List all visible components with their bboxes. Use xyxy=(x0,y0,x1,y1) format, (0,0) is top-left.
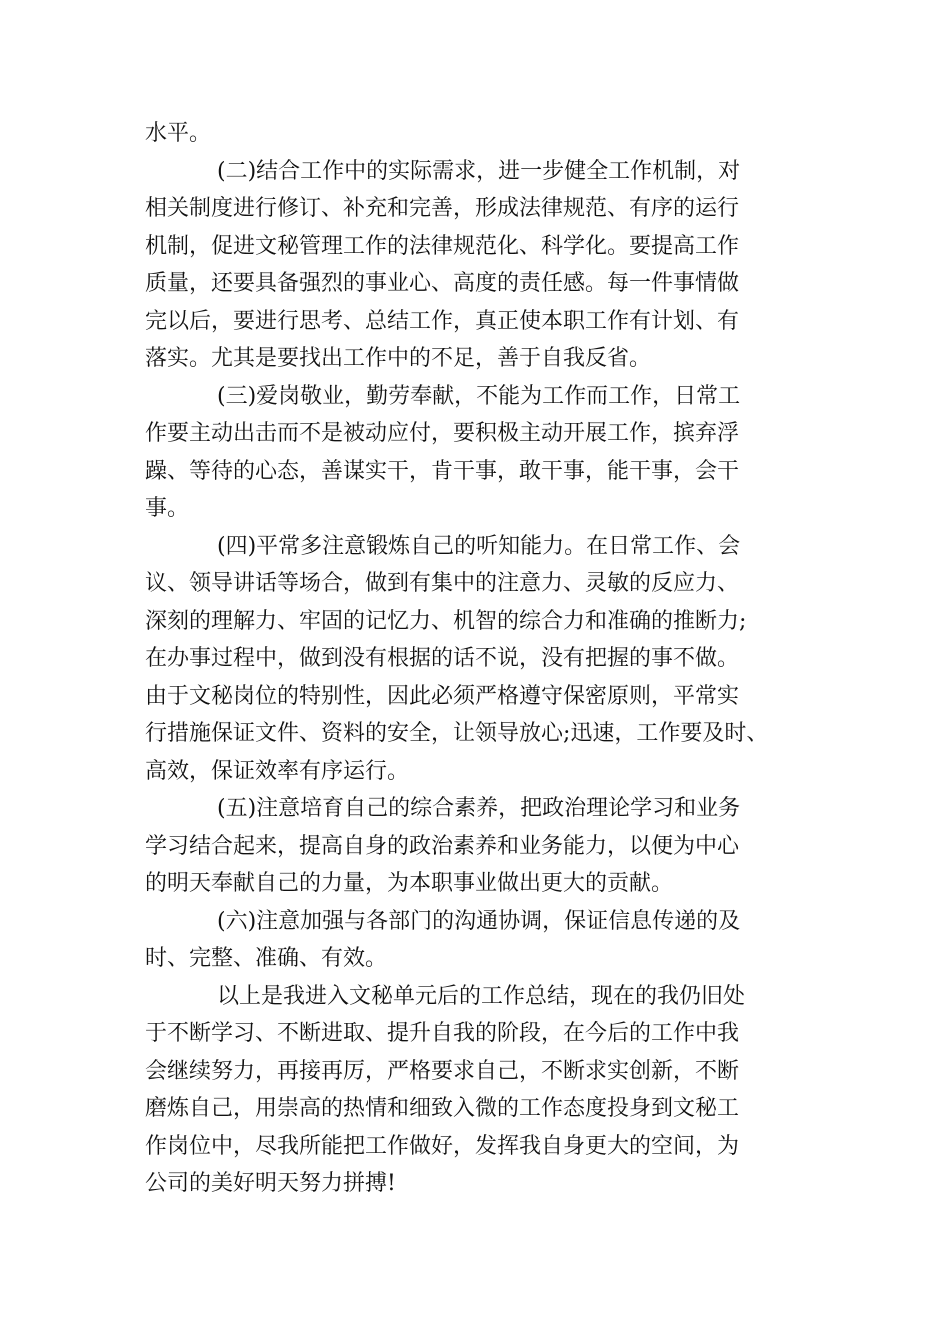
text-line: (四)平常多注意锻炼自己的听知能力。在日常工作、会 xyxy=(217,533,741,559)
text-line: (五)注意培育自己的综合素养，把政治理论学习和业务 xyxy=(217,796,741,821)
text-line: 公司的美好明天努力拼搏! xyxy=(145,1171,396,1196)
text-line: 以上是我进入文秘单元后的工作总结，现在的我仍旧处 xyxy=(217,983,746,1009)
text-line: 会继续努力，再接再厉，严格要求自己，不断求实创新，不断 xyxy=(145,1058,740,1084)
text-line: 行措施保证文件、资料的安全，让领导放心;迅速，工作要及时、 xyxy=(145,721,769,746)
text-line: 机制，促进文秘管理工作的法律规范化、科学化。要提高工作 xyxy=(145,233,740,259)
text-line: 时、完整、准确、有效。 xyxy=(145,946,388,971)
text-line: 学习结合起来，提高自身的政治素养和业务能力，以便为中心 xyxy=(145,833,740,859)
text-line: (二)结合工作中的实际需求，进一步健全工作机制，对 xyxy=(217,158,741,184)
text-line: 于不断学习、不断进取、提升自我的阶段，在今后的工作中我 xyxy=(145,1021,740,1046)
text-line: 作岗位中，尽我所能把工作做好，发挥我自身更大的空间，为 xyxy=(145,1133,740,1159)
text-line: 的明天奉献自己的力量，为本职事业做出更大的贡献。 xyxy=(145,871,674,896)
text-line: 磨炼自己，用崇高的热情和细致入微的工作态度投身到文秘工 xyxy=(145,1096,740,1121)
text-line: 由于文秘岗位的特别性，因此必须严格遵守保密原则，平常实 xyxy=(145,683,740,709)
text-line: 作要主动出击而不是被动应付，要积极主动开展工作，摈弃浮 xyxy=(145,421,740,446)
text-line: 水平。 xyxy=(145,121,212,146)
text-line: 深刻的理解力、牢固的记忆力、机智的综合力和准确的推断力; xyxy=(145,608,747,634)
text-line: (六)注意加强与各部门的沟通协调，保证信息传递的及 xyxy=(217,908,741,934)
text-line: 质量，还要具备强烈的事业心、高度的责任感。每一件事情做 xyxy=(145,271,740,296)
text-line: 在办事过程中，做到没有根据的话不说，没有把握的事不做。 xyxy=(145,646,740,671)
text-line: (三)爱岗敬业，勤劳奉献，不能为工作而工作，日常工 xyxy=(217,383,741,409)
text-line: 议、领导讲话等场合，做到有集中的注意力、灵敏的反应力、 xyxy=(145,571,740,596)
document-body xyxy=(145,115,825,1203)
text-line: 相关制度进行修订、补充和完善，形成法律规范、有序的运行 xyxy=(145,196,740,221)
text-line: 完以后，要进行思考、总结工作，真正使本职工作有计划、有 xyxy=(145,308,740,334)
text-line: 高效，保证效率有序运行。 xyxy=(145,758,410,784)
text-line: 事。 xyxy=(145,496,190,521)
text-line: 落实。尤其是要找出工作中的不足，善于自我反省。 xyxy=(145,346,652,371)
text-line: 躁、等待的心态，善谋实干，肯干事，敢干事，能干事，会干 xyxy=(145,458,740,484)
